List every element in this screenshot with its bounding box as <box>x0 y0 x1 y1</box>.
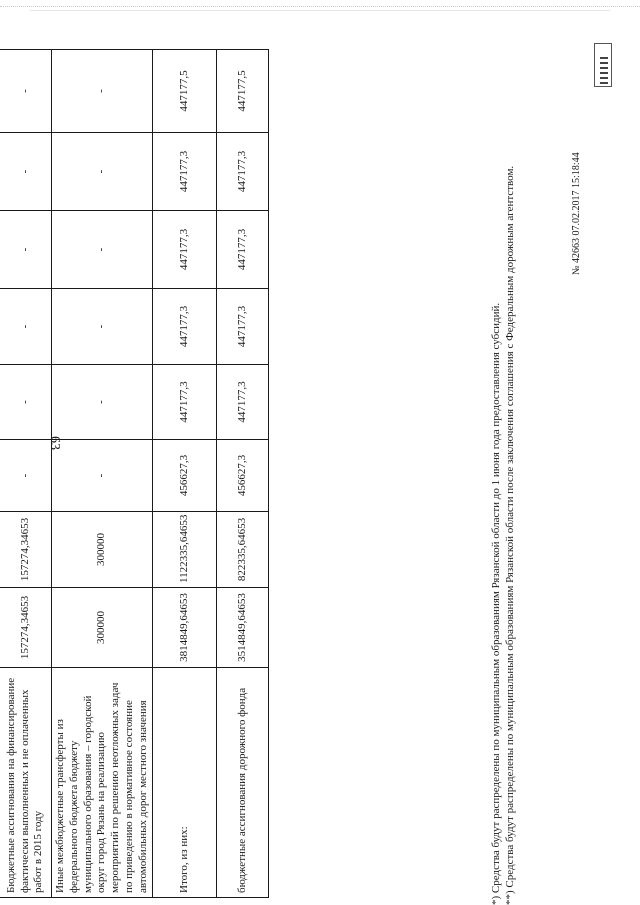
table-cell: - <box>52 50 153 133</box>
table-cell: 157274,34653 <box>0 512 52 588</box>
footnote: **) Средства будут распределены по муниципальным образованиям Рязанской области после заключения соглашения с Федеральным дорожным агентством. <box>503 165 516 905</box>
table-cell: - <box>0 365 52 440</box>
table-cell: 447177,3 <box>217 365 269 440</box>
table-row <box>217 50 269 898</box>
document-stamp: № 42663 07.02.2017 15:18:44 <box>571 152 582 275</box>
table-cell: 447177,5 <box>217 50 269 133</box>
table-cell: 447177,3 <box>153 133 217 211</box>
table-cell: 447177,3 <box>217 133 269 211</box>
table-row <box>52 50 153 898</box>
table-cell: - <box>52 211 153 289</box>
table-cell: 157274,34653 <box>0 588 52 668</box>
table-row <box>0 50 52 898</box>
footnotes <box>490 45 518 905</box>
table-cell: 447177,3 <box>153 289 217 365</box>
table-cell: 300000 <box>52 588 153 668</box>
table-cell: 447177,5 <box>153 50 217 133</box>
table-cell: 447177,3 <box>217 289 269 365</box>
row-label: Итого, из них: <box>153 668 217 898</box>
table-cell: - <box>0 211 52 289</box>
row-label: Бюджетные ассигнования на финансирование фактически выполненных и не оплаченных работ в 2015 году <box>0 668 52 898</box>
table-cell: - <box>0 440 52 512</box>
table-cell: - <box>0 50 52 133</box>
table-cell: - <box>52 440 153 512</box>
barcode-icon <box>594 43 612 87</box>
table-cell: 1122335,64653 <box>153 512 217 588</box>
budget-table <box>0 49 269 898</box>
table-cell: - <box>52 133 153 211</box>
table-cell: 447177,3 <box>217 211 269 289</box>
footnote: *) Средства будут распределены по муниципальным образованиям Рязанской области до 1 июня года предоставления субсидий. <box>490 302 502 905</box>
table-cell: 300000 <box>52 512 153 588</box>
table-cell: 456627,3 <box>153 440 217 512</box>
table-cell: 447177,3 <box>153 365 217 440</box>
table-cell: - <box>0 133 52 211</box>
table-cell: - <box>52 289 153 365</box>
table-row <box>153 50 217 898</box>
page-number: 63 <box>47 436 62 450</box>
table-cell: 3514849,64653 <box>217 588 269 668</box>
table-cell: 3814849,64653 <box>153 588 217 668</box>
table-cell: 456627,3 <box>217 440 269 512</box>
table-cell: - <box>52 365 153 440</box>
table-cell: 822335,64653 <box>217 512 269 588</box>
row-label: бюджетные ассигнования дорожного фонда <box>217 668 269 898</box>
table-cell: - <box>0 289 52 365</box>
table-cell: 447177,3 <box>153 211 217 289</box>
row-label: Иные межбюджетные трансферты из федерального бюджета бюджету муниципального образования – городской округ город Рязань на реализацию мероприятий по решению неотложных задач по приведению в нормативное состояние автомобильных дорог местного значения <box>52 668 153 898</box>
